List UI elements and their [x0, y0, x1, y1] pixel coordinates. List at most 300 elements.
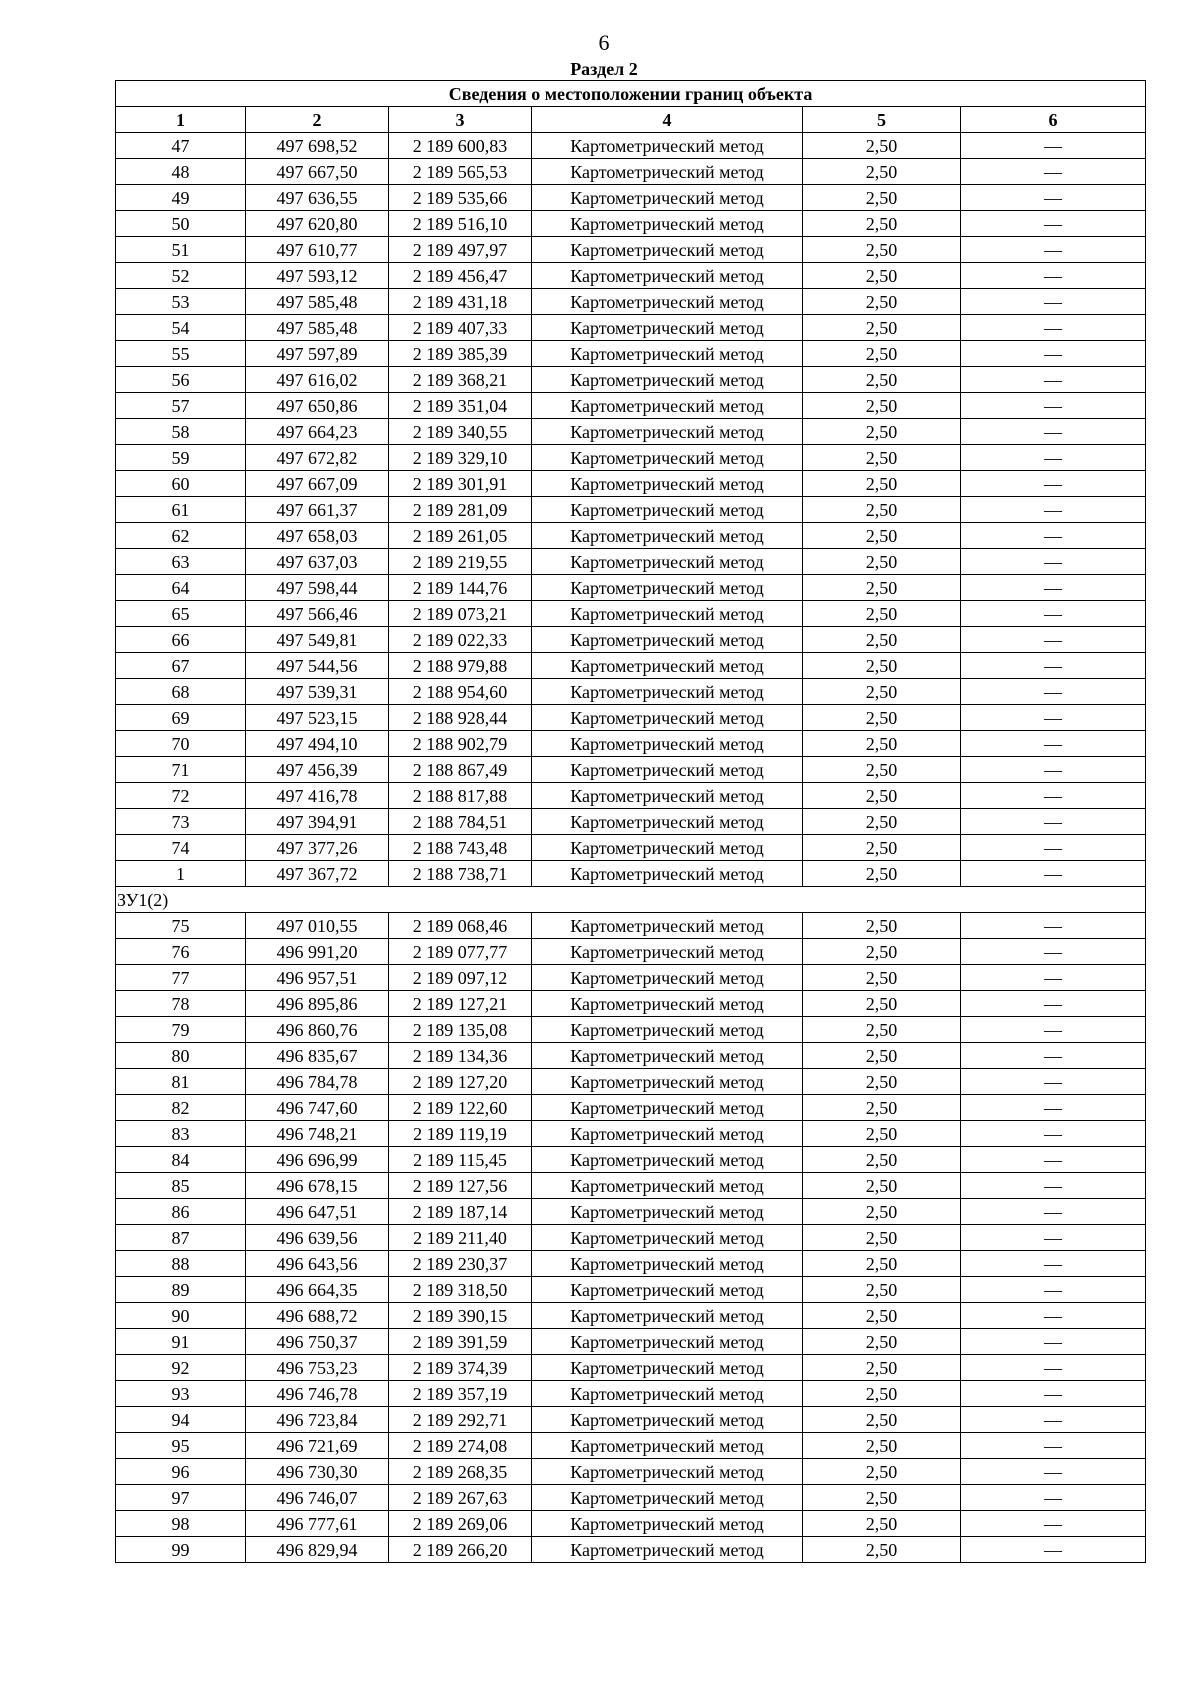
cell-point-number: 95	[116, 1433, 246, 1459]
cell-description: —	[961, 991, 1146, 1017]
cell-y-coordinate: 2 189 516,10	[389, 211, 532, 237]
cell-x-coordinate: 497 598,44	[246, 575, 389, 601]
cell-accuracy: 2,50	[803, 913, 961, 939]
cell-x-coordinate: 496 678,15	[246, 1173, 389, 1199]
table-caption-row	[116, 81, 1146, 107]
cell-point-number: 73	[116, 809, 246, 835]
cell-description: —	[961, 549, 1146, 575]
cell-y-coordinate: 2 189 267,63	[389, 1485, 532, 1511]
cell-method: Картометрический метод	[532, 705, 803, 731]
cell-y-coordinate: 2 189 497,97	[389, 237, 532, 263]
cell-accuracy: 2,50	[803, 289, 961, 315]
cell-x-coordinate: 497 549,81	[246, 627, 389, 653]
section-title: Раздел 2	[570, 59, 638, 79]
cell-description: —	[961, 913, 1146, 939]
cell-method: Картометрический метод	[532, 653, 803, 679]
page-number: 6	[598, 30, 610, 55]
cell-point-number: 89	[116, 1277, 246, 1303]
cell-description: —	[961, 705, 1146, 731]
cell-description: —	[961, 289, 1146, 315]
column-number: 1	[116, 107, 246, 133]
cell-x-coordinate: 497 416,78	[246, 783, 389, 809]
cell-x-coordinate: 496 753,23	[246, 1355, 389, 1381]
cell-x-coordinate: 497 010,55	[246, 913, 389, 939]
cell-point-number: 71	[116, 757, 246, 783]
table-row	[116, 445, 1146, 471]
cell-description: —	[961, 1381, 1146, 1407]
cell-y-coordinate: 2 189 390,15	[389, 1303, 532, 1329]
cell-description: —	[961, 1199, 1146, 1225]
cell-method: Картометрический метод	[532, 783, 803, 809]
table-row	[116, 783, 1146, 809]
cell-y-coordinate: 2 189 261,05	[389, 523, 532, 549]
cell-point-number: 64	[116, 575, 246, 601]
cell-x-coordinate: 497 597,89	[246, 341, 389, 367]
cell-description: —	[961, 1095, 1146, 1121]
cell-accuracy: 2,50	[803, 263, 961, 289]
cell-accuracy: 2,50	[803, 627, 961, 653]
table-row	[116, 549, 1146, 575]
cell-method: Картометрический метод	[532, 1277, 803, 1303]
cell-description: —	[961, 1043, 1146, 1069]
cell-x-coordinate: 497 664,23	[246, 419, 389, 445]
table-row	[116, 1303, 1146, 1329]
cell-description: —	[961, 1303, 1146, 1329]
cell-description: —	[961, 315, 1146, 341]
cell-description: —	[961, 575, 1146, 601]
cell-x-coordinate: 497 661,37	[246, 497, 389, 523]
cell-x-coordinate: 497 544,56	[246, 653, 389, 679]
cell-method: Картометрический метод	[532, 1485, 803, 1511]
table-row	[116, 497, 1146, 523]
table-row	[116, 861, 1146, 887]
cell-x-coordinate: 496 829,94	[246, 1537, 389, 1563]
cell-y-coordinate: 2 189 407,33	[389, 315, 532, 341]
cell-method: Картометрический метод	[532, 289, 803, 315]
cell-y-coordinate: 2 189 068,46	[389, 913, 532, 939]
cell-accuracy: 2,50	[803, 575, 961, 601]
cell-point-number: 69	[116, 705, 246, 731]
cell-description: —	[961, 627, 1146, 653]
cell-description: —	[961, 1433, 1146, 1459]
cell-x-coordinate: 496 748,21	[246, 1121, 389, 1147]
cell-description: —	[961, 185, 1146, 211]
cell-y-coordinate: 2 189 292,71	[389, 1407, 532, 1433]
cell-description: —	[961, 1355, 1146, 1381]
cell-point-number: 1	[116, 861, 246, 887]
cell-point-number: 93	[116, 1381, 246, 1407]
table-body-part1	[116, 133, 1146, 887]
cell-method: Картометрический метод	[532, 1407, 803, 1433]
cell-y-coordinate: 2 189 340,55	[389, 419, 532, 445]
cell-description: —	[961, 1251, 1146, 1277]
table-row	[116, 1381, 1146, 1407]
cell-accuracy: 2,50	[803, 1381, 961, 1407]
cell-description: —	[961, 1277, 1146, 1303]
cell-point-number: 70	[116, 731, 246, 757]
cell-method: Картометрический метод	[532, 1251, 803, 1277]
cell-description: —	[961, 263, 1146, 289]
cell-point-number: 88	[116, 1251, 246, 1277]
cell-accuracy: 2,50	[803, 679, 961, 705]
cell-accuracy: 2,50	[803, 419, 961, 445]
cell-description: —	[961, 1407, 1146, 1433]
cell-method: Картометрический метод	[532, 367, 803, 393]
cell-accuracy: 2,50	[803, 1251, 961, 1277]
cell-accuracy: 2,50	[803, 1095, 961, 1121]
table-row	[116, 1173, 1146, 1199]
cell-point-number: 74	[116, 835, 246, 861]
cell-accuracy: 2,50	[803, 1355, 961, 1381]
cell-method: Картометрический метод	[532, 159, 803, 185]
cell-description: —	[961, 341, 1146, 367]
cell-y-coordinate: 2 188 784,51	[389, 809, 532, 835]
cell-method: Картометрический метод	[532, 185, 803, 211]
cell-description: —	[961, 835, 1146, 861]
cell-point-number: 79	[116, 1017, 246, 1043]
group-label: ЗУ1(2)	[116, 887, 1146, 913]
cell-point-number: 62	[116, 523, 246, 549]
cell-y-coordinate: 2 189 073,21	[389, 601, 532, 627]
cell-point-number: 86	[116, 1199, 246, 1225]
cell-method: Картометрический метод	[532, 835, 803, 861]
cell-y-coordinate: 2 189 565,53	[389, 159, 532, 185]
column-number: 5	[803, 107, 961, 133]
cell-y-coordinate: 2 189 368,21	[389, 367, 532, 393]
cell-accuracy: 2,50	[803, 1173, 961, 1199]
cell-accuracy: 2,50	[803, 523, 961, 549]
table-row	[116, 133, 1146, 159]
cell-y-coordinate: 2 189 385,39	[389, 341, 532, 367]
cell-accuracy: 2,50	[803, 783, 961, 809]
cell-accuracy: 2,50	[803, 185, 961, 211]
cell-point-number: 49	[116, 185, 246, 211]
cell-x-coordinate: 496 721,69	[246, 1433, 389, 1459]
table-row	[116, 1407, 1146, 1433]
cell-y-coordinate: 2 188 867,49	[389, 757, 532, 783]
cell-description: —	[961, 1225, 1146, 1251]
cell-y-coordinate: 2 189 134,36	[389, 1043, 532, 1069]
cell-description: —	[961, 367, 1146, 393]
cell-y-coordinate: 2 189 115,45	[389, 1147, 532, 1173]
cell-method: Картометрический метод	[532, 1121, 803, 1147]
cell-accuracy: 2,50	[803, 991, 961, 1017]
cell-method: Картометрический метод	[532, 523, 803, 549]
cell-point-number: 60	[116, 471, 246, 497]
cell-method: Картометрический метод	[532, 1537, 803, 1563]
cell-description: —	[961, 809, 1146, 835]
column-number: 2	[246, 107, 389, 133]
cell-description: —	[961, 731, 1146, 757]
table-row	[116, 367, 1146, 393]
cell-description: —	[961, 861, 1146, 887]
cell-point-number: 76	[116, 939, 246, 965]
column-number: 4	[532, 107, 803, 133]
cell-description: —	[961, 653, 1146, 679]
table-row	[116, 419, 1146, 445]
cell-point-number: 66	[116, 627, 246, 653]
cell-accuracy: 2,50	[803, 159, 961, 185]
cell-accuracy: 2,50	[803, 133, 961, 159]
cell-point-number: 67	[116, 653, 246, 679]
cell-x-coordinate: 497 523,15	[246, 705, 389, 731]
cell-method: Картометрический метод	[532, 1095, 803, 1121]
cell-y-coordinate: 2 189 127,56	[389, 1173, 532, 1199]
cell-method: Картометрический метод	[532, 237, 803, 263]
cell-method: Картометрический метод	[532, 1329, 803, 1355]
cell-description: —	[961, 783, 1146, 809]
cell-accuracy: 2,50	[803, 939, 961, 965]
cell-method: Картометрический метод	[532, 471, 803, 497]
cell-method: Картометрический метод	[532, 627, 803, 653]
cell-x-coordinate: 497 566,46	[246, 601, 389, 627]
cell-y-coordinate: 2 189 119,19	[389, 1121, 532, 1147]
cell-point-number: 91	[116, 1329, 246, 1355]
cell-point-number: 85	[116, 1173, 246, 1199]
table-row	[116, 939, 1146, 965]
cell-method: Картометрический метод	[532, 731, 803, 757]
cell-x-coordinate: 496 647,51	[246, 1199, 389, 1225]
table-row	[116, 679, 1146, 705]
cell-point-number: 55	[116, 341, 246, 367]
group-row-body	[116, 887, 1146, 913]
table-row	[116, 601, 1146, 627]
cell-method: Картометрический метод	[532, 133, 803, 159]
cell-x-coordinate: 497 367,72	[246, 861, 389, 887]
cell-accuracy: 2,50	[803, 757, 961, 783]
cell-accuracy: 2,50	[803, 1147, 961, 1173]
table-row	[116, 1069, 1146, 1095]
table-row	[116, 1043, 1146, 1069]
column-number: 3	[389, 107, 532, 133]
cell-point-number: 50	[116, 211, 246, 237]
cell-y-coordinate: 2 189 097,12	[389, 965, 532, 991]
cell-y-coordinate: 2 189 266,20	[389, 1537, 532, 1563]
cell-x-coordinate: 497 593,12	[246, 263, 389, 289]
cell-x-coordinate: 497 620,80	[246, 211, 389, 237]
cell-point-number: 65	[116, 601, 246, 627]
cell-method: Картометрический метод	[532, 1459, 803, 1485]
cell-method: Картометрический метод	[532, 315, 803, 341]
cell-method: Картометрический метод	[532, 575, 803, 601]
cell-point-number: 81	[116, 1069, 246, 1095]
cell-accuracy: 2,50	[803, 1199, 961, 1225]
cell-description: —	[961, 419, 1146, 445]
cell-description: —	[961, 1069, 1146, 1095]
table-row	[116, 705, 1146, 731]
table-row	[116, 835, 1146, 861]
cell-x-coordinate: 497 667,50	[246, 159, 389, 185]
table-row	[116, 1147, 1146, 1173]
cell-method: Картометрический метод	[532, 991, 803, 1017]
cell-x-coordinate: 496 723,84	[246, 1407, 389, 1433]
cell-x-coordinate: 496 643,56	[246, 1251, 389, 1277]
cell-y-coordinate: 2 188 954,60	[389, 679, 532, 705]
cell-x-coordinate: 497 637,03	[246, 549, 389, 575]
table-row	[116, 1225, 1146, 1251]
cell-description: —	[961, 757, 1146, 783]
cell-x-coordinate: 497 539,31	[246, 679, 389, 705]
cell-point-number: 68	[116, 679, 246, 705]
cell-method: Картометрический метод	[532, 601, 803, 627]
cell-x-coordinate: 497 377,26	[246, 835, 389, 861]
cell-x-coordinate: 497 616,02	[246, 367, 389, 393]
cell-accuracy: 2,50	[803, 1069, 961, 1095]
table-row	[116, 393, 1146, 419]
cell-y-coordinate: 2 189 144,76	[389, 575, 532, 601]
cell-y-coordinate: 2 188 928,44	[389, 705, 532, 731]
table-row	[116, 1355, 1146, 1381]
table-row	[116, 289, 1146, 315]
cell-accuracy: 2,50	[803, 211, 961, 237]
table-row	[116, 1121, 1146, 1147]
cell-y-coordinate: 2 188 902,79	[389, 731, 532, 757]
cell-accuracy: 2,50	[803, 341, 961, 367]
cell-x-coordinate: 496 784,78	[246, 1069, 389, 1095]
cell-y-coordinate: 2 189 600,83	[389, 133, 532, 159]
cell-y-coordinate: 2 189 301,91	[389, 471, 532, 497]
table-row	[116, 211, 1146, 237]
table-row	[116, 341, 1146, 367]
cell-x-coordinate: 496 688,72	[246, 1303, 389, 1329]
cell-method: Картометрический метод	[532, 1511, 803, 1537]
cell-accuracy: 2,50	[803, 835, 961, 861]
cell-method: Картометрический метод	[532, 1303, 803, 1329]
cell-description: —	[961, 1121, 1146, 1147]
cell-point-number: 99	[116, 1537, 246, 1563]
cell-x-coordinate: 497 456,39	[246, 757, 389, 783]
table-caption: Сведения о местоположении границ объекта	[116, 81, 1146, 107]
cell-x-coordinate: 496 696,99	[246, 1147, 389, 1173]
cell-point-number: 54	[116, 315, 246, 341]
table-row	[116, 1511, 1146, 1537]
table-row	[116, 757, 1146, 783]
cell-method: Картометрический метод	[532, 497, 803, 523]
cell-y-coordinate: 2 189 077,77	[389, 939, 532, 965]
cell-description: —	[961, 471, 1146, 497]
cell-method: Картометрический метод	[532, 211, 803, 237]
cell-method: Картометрический метод	[532, 679, 803, 705]
cell-method: Картометрический метод	[532, 809, 803, 835]
cell-x-coordinate: 496 664,35	[246, 1277, 389, 1303]
cell-point-number: 47	[116, 133, 246, 159]
cell-y-coordinate: 2 189 219,55	[389, 549, 532, 575]
cell-x-coordinate: 497 636,55	[246, 185, 389, 211]
cell-point-number: 58	[116, 419, 246, 445]
cell-x-coordinate: 497 698,52	[246, 133, 389, 159]
cell-method: Картометрический метод	[532, 939, 803, 965]
cell-y-coordinate: 2 189 187,14	[389, 1199, 532, 1225]
cell-y-coordinate: 2 189 127,21	[389, 991, 532, 1017]
cell-x-coordinate: 496 895,86	[246, 991, 389, 1017]
cell-y-coordinate: 2 189 351,04	[389, 393, 532, 419]
cell-accuracy: 2,50	[803, 1433, 961, 1459]
cell-description: —	[961, 1147, 1146, 1173]
table-row	[116, 575, 1146, 601]
cell-point-number: 77	[116, 965, 246, 991]
cell-y-coordinate: 2 189 456,47	[389, 263, 532, 289]
cell-accuracy: 2,50	[803, 653, 961, 679]
cell-description: —	[961, 497, 1146, 523]
cell-accuracy: 2,50	[803, 367, 961, 393]
cell-accuracy: 2,50	[803, 1225, 961, 1251]
table-row	[116, 731, 1146, 757]
cell-x-coordinate: 496 746,07	[246, 1485, 389, 1511]
cell-x-coordinate: 497 585,48	[246, 289, 389, 315]
cell-accuracy: 2,50	[803, 1537, 961, 1563]
cell-point-number: 83	[116, 1121, 246, 1147]
cell-description: —	[961, 159, 1146, 185]
cell-x-coordinate: 496 747,60	[246, 1095, 389, 1121]
cell-description: —	[961, 1459, 1146, 1485]
cell-description: —	[961, 1537, 1146, 1563]
cell-description: —	[961, 1017, 1146, 1043]
cell-accuracy: 2,50	[803, 861, 961, 887]
cell-accuracy: 2,50	[803, 1017, 961, 1043]
cell-y-coordinate: 2 189 391,59	[389, 1329, 532, 1355]
cell-method: Картометрический метод	[532, 1433, 803, 1459]
cell-x-coordinate: 496 639,56	[246, 1225, 389, 1251]
cell-method: Картометрический метод	[532, 913, 803, 939]
cell-method: Картометрический метод	[532, 1381, 803, 1407]
cell-description: —	[961, 445, 1146, 471]
cell-x-coordinate: 497 585,48	[246, 315, 389, 341]
cell-x-coordinate: 497 394,91	[246, 809, 389, 835]
cell-accuracy: 2,50	[803, 1303, 961, 1329]
cell-x-coordinate: 497 650,86	[246, 393, 389, 419]
table-row	[116, 237, 1146, 263]
cell-y-coordinate: 2 188 743,48	[389, 835, 532, 861]
cell-method: Картометрический метод	[532, 1355, 803, 1381]
table-row	[116, 991, 1146, 1017]
group-row	[116, 887, 1146, 913]
cell-method: Картометрический метод	[532, 549, 803, 575]
cell-method: Картометрический метод	[532, 861, 803, 887]
column-number-row	[116, 107, 1146, 133]
boundary-coordinates-table	[115, 80, 1146, 1563]
cell-y-coordinate: 2 189 022,33	[389, 627, 532, 653]
table-row	[116, 809, 1146, 835]
cell-y-coordinate: 2 189 122,60	[389, 1095, 532, 1121]
table-row	[116, 1459, 1146, 1485]
cell-y-coordinate: 2 189 431,18	[389, 289, 532, 315]
cell-x-coordinate: 496 777,61	[246, 1511, 389, 1537]
table-row	[116, 315, 1146, 341]
cell-y-coordinate: 2 189 230,37	[389, 1251, 532, 1277]
cell-x-coordinate: 497 658,03	[246, 523, 389, 549]
cell-y-coordinate: 2 189 535,66	[389, 185, 532, 211]
cell-point-number: 63	[116, 549, 246, 575]
table-row	[116, 1251, 1146, 1277]
cell-y-coordinate: 2 188 817,88	[389, 783, 532, 809]
cell-x-coordinate: 496 957,51	[246, 965, 389, 991]
cell-point-number: 96	[116, 1459, 246, 1485]
cell-x-coordinate: 496 860,76	[246, 1017, 389, 1043]
table-row	[116, 1277, 1146, 1303]
cell-method: Картометрический метод	[532, 1147, 803, 1173]
cell-y-coordinate: 2 189 281,09	[389, 497, 532, 523]
cell-method: Картометрический метод	[532, 341, 803, 367]
cell-accuracy: 2,50	[803, 1043, 961, 1069]
cell-point-number: 78	[116, 991, 246, 1017]
cell-method: Картометрический метод	[532, 393, 803, 419]
cell-y-coordinate: 2 188 979,88	[389, 653, 532, 679]
table-row	[116, 1537, 1146, 1563]
cell-method: Картометрический метод	[532, 1199, 803, 1225]
cell-y-coordinate: 2 189 318,50	[389, 1277, 532, 1303]
cell-description: —	[961, 237, 1146, 263]
cell-y-coordinate: 2 189 127,20	[389, 1069, 532, 1095]
